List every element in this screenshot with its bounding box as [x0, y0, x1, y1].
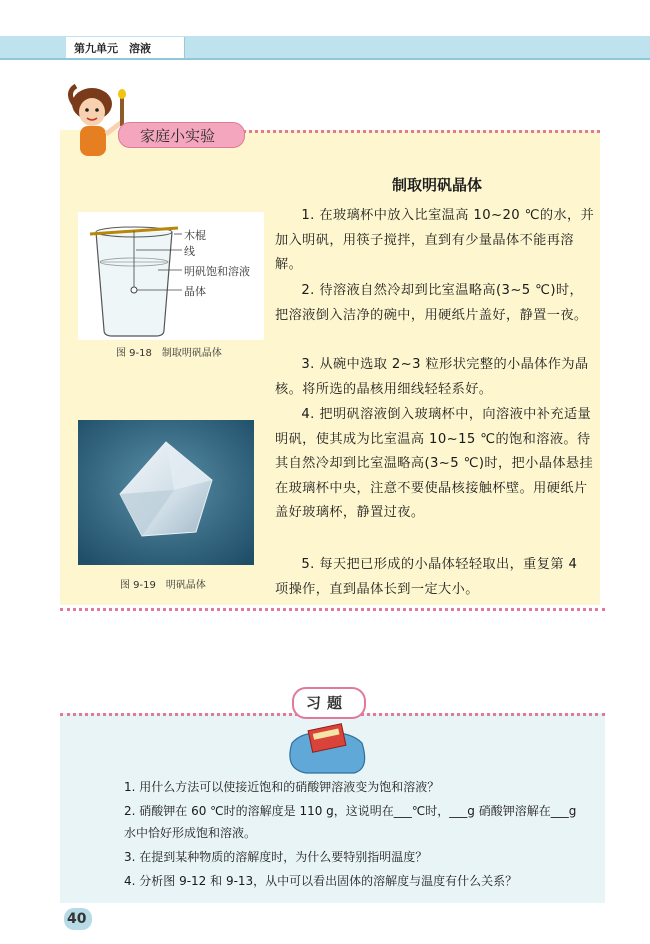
experiment-step-4: 4. 把明矾溶液倒入玻璃杯中，向溶液中补充适量明矾，使其成为比室温高 10~15 ℃的饱和溶液。待其自然冷却到比室温略高(3~5 ℃)时，把小晶体悬挂在玻璃杯中央，注意不要使晶核接触杯壁。用硬纸片盖好玻璃杯，静置过夜。 [275, 407, 594, 520]
section-title: 家庭小实验 [140, 127, 216, 145]
figure-18-caption: 图 9-18 制取明矾晶体 [116, 348, 222, 359]
dotted-divider [60, 608, 605, 611]
figure-label-solution: 明矾饱和溶液 [184, 265, 250, 278]
exercise-question-1: 1. 用什么方法可以使接近饱和的硝酸钾溶液变为饱和溶液？ [124, 780, 440, 794]
exercise-question-3: 3. 在提到某种物质的溶解度时，为什么要特别指明温度？ [124, 850, 428, 864]
experiment-step-2: 2. 待溶液自然冷却到比室温略高(3~5 ℃)时，把溶液倒入洁净的碗中，用硬纸片盖好，静置一夜。 [275, 283, 588, 323]
unit-title: 第九单元 溶液 [74, 42, 151, 55]
exercise-title: 习题 [306, 694, 349, 712]
header-rule [0, 58, 650, 60]
dotted-divider [238, 130, 600, 133]
exercise-question-4: 4. 分析图 9-12 和 9-13，从中可以看出固体的溶解度与温度有什么关系？ [124, 874, 518, 888]
figure-label-crystal: 晶体 [184, 285, 206, 298]
experiment-step-5: 5. 每天把已形成的小晶体轻轻取出，重复第 4 项操作，直到晶体长到一定大小。 [275, 557, 578, 597]
figure-19-caption: 图 9-19 明矾晶体 [120, 580, 206, 591]
page-number: 40 [67, 911, 87, 927]
book-bag-icon [280, 715, 372, 777]
alum-crystal-photo [78, 420, 254, 565]
experiment-heading: 制取明矾晶体 [392, 176, 483, 194]
figure-label-stick: 木棍 [184, 229, 206, 242]
experiment-step-3: 3. 从碗中选取 2~3 粒形状完整的小晶体作为晶核。将所选的晶核用细线轻轻系好。 [275, 357, 589, 397]
exercise-question-2: 2. 硝酸钾在 60 ℃时的溶解度是 110 g，这说明在___℃时，___g 硝酸钾溶解在___g 水中恰好形成饱和溶液。 [124, 804, 577, 840]
figure-label-thread: 线 [184, 245, 195, 258]
experiment-step-1: 1. 在玻璃杯中放入比室温高 10~20 ℃的水，并加入明矾，用筷子搅拌，直到有少量晶体不能再溶解。 [275, 208, 595, 272]
